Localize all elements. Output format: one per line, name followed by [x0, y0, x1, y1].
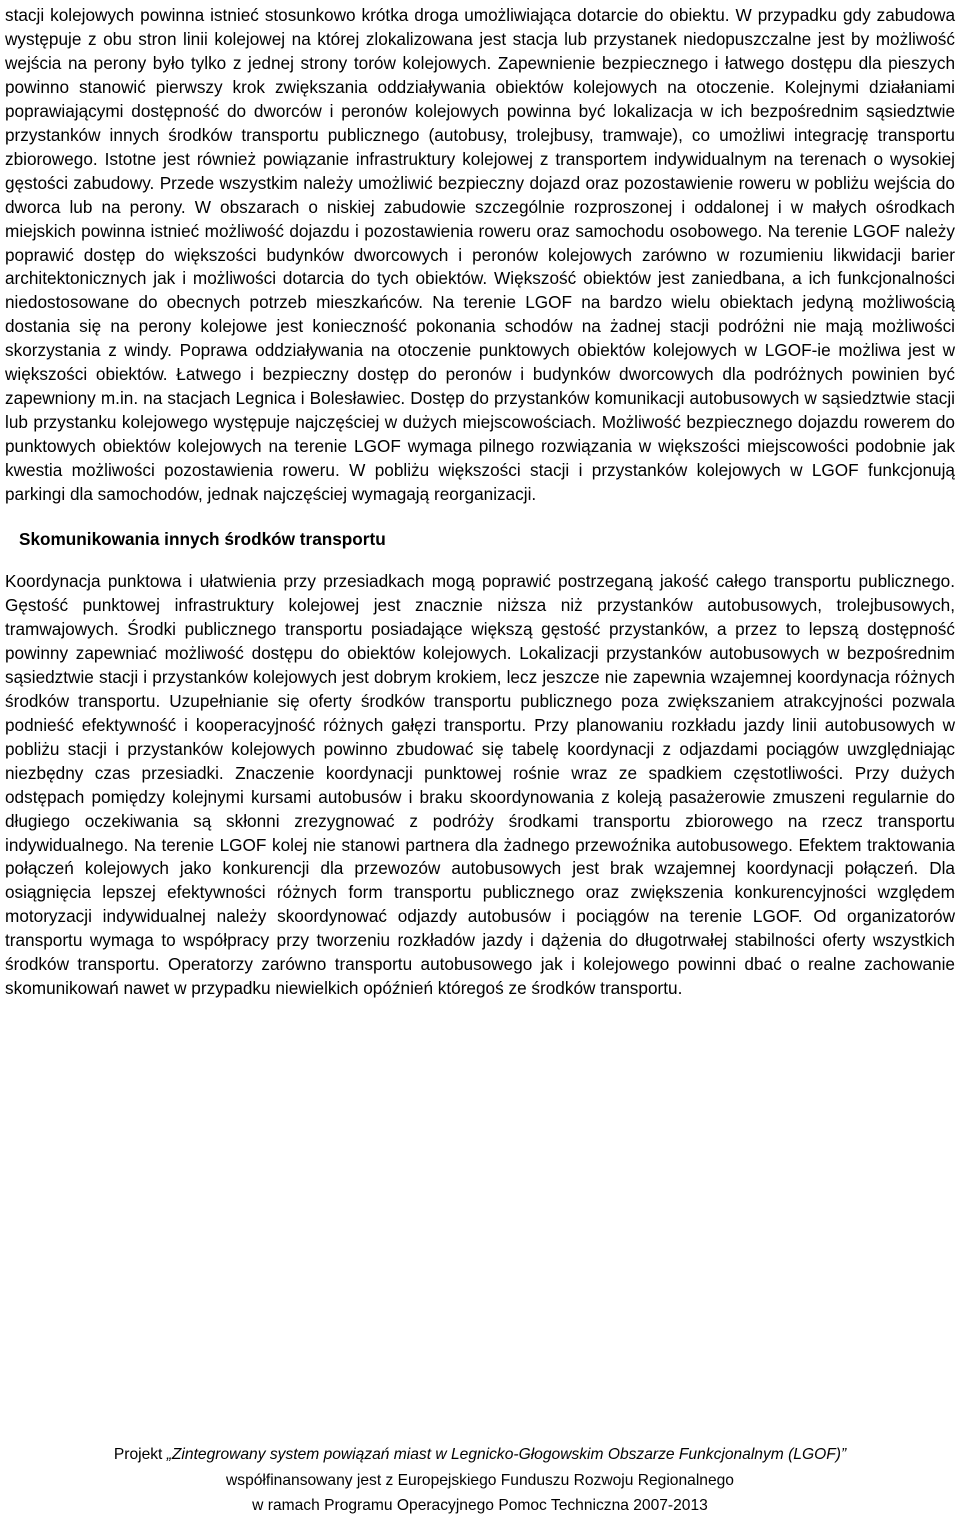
document-body — [5, 4, 955, 1001]
footer-line-2: współfinansowany jest z Europejskiego Funduszu Rozwoju Regionalnego — [226, 1471, 734, 1489]
footer-line-3: w ramach Programu Operacyjnego Pomoc Techniczna 2007-2013 — [252, 1497, 708, 1514]
body-paragraph-2: Koordynacja punktowa i ułatwienia przy przesiadkach mogą poprawić postrzeganą jakość całego transportu publicznego. Gęstość punktowej infrastruktury kolejowej jest znacznie niższa niż przystanków autobusowych, trolejbusowych, tramwajowych. Środki publicznego transportu posiadające większą gęstość przystanków, a przez to lepszą dostępność powinny zapewniać możliwość dostępu do obiektów kolejowych. Lokalizacji przystanków autobusowych w bezpośrednim sąsiedztwie stacji i przystanków kolejowych jest dobrym krokiem, lecz jeszcze nie zapewnia wzajemnej koordynacja różnych środków transportu. Uzupełnianie się oferty środków transportu publicznego poza zwiększaniem atrakcyjności pozwala podnieść efektywność i kooperacyjność różnych gałęzi transportu. Przy planowaniu rozkładu jazdy linii autobusowych w pobliżu stacji i przystanków kolejowych powinno zbudować się tabelę koordynacji z odjazdami pociągów uwzględniając niezbędny czas przesiadki. Znaczenie koordynacji punktowej rośnie wraz ze spadkiem częstotliwości. Przy dużych odstępach pomiędzy kolejnymi kursami autobusów i braku skoordynowania z koleją pasażerowie zmuszeni regularnie do długiego oczekiwania są skłonni zrezygnować z podróży środkami transportu zbiorowego na rzecz transportu indywidualnego. Na terenie LGOF kolej nie stanowi partnera dla żadnego przewoźnika autobusowego. Efektem traktowania połączeń kolejowych jako konkurencji dla przewozów autobusowych jest brak wzajemnej koordynacji połączeń. Dla osiągnięcia lepszej efektywności różnych form transportu publicznego oraz zwiększenia konkurencyjności względem motoryzacji indywidualnej należy skoordynować odjazdy autobusów i pociągów na terenie LGOF. Od organizatorów transportu wymaga to współpracy przy tworzeniu rozkładów jazdy i dążenia do długotrwałej stabilności oferty wszystkich środków transportu. Operatorzy zarówno transportu autobusowego jak i kolejowego powinni dbać o realne zachowanie skomunikowań nawet w przypadku niewielkich opóźnień któregoś ze środków transportu. — [5, 571, 955, 999]
page-footer — [0, 1442, 960, 1519]
footer-project-title: „Zintegrowany system powiązań miast w Legnicko-Głogowskim Obszarze Funkcjonalnym (LGOF)” — [166, 1446, 847, 1463]
body-paragraph-1: stacji kolejowych powinna istnieć stosunkowo krótka droga umożliwiająca dotarcie do obiektu. W przypadku gdy zabudowa występuje z obu stron linii kolejowej na której zlokalizowana jest stacja lub przystanek niedopuszczalne jest by możliwość wejścia na perony było tylko z jednej strony torów kolejowych. Zapewnienie bezpiecznego i łatwego dostępu dla pieszych powinno stanowić pierwszy krok zwiększania oddziaływania obiektów kolejowych na otoczenie. Kolejnymi działaniami poprawiającymi dostępność do dworców i peronów kolejowych powinna być lokalizacja w ich bezpośrednim sąsiedztwie przystanków innych środków transportu publicznego (autobusy, trolejbusy, tramwaje), co umożliwi integrację transportu zbiorowego. Istotne jest również powiązanie infrastruktury kolejowej z transportem indywidualnym na terenach o wysokiej gęstości zabudowy. Przede wszystkim należy umożliwić bezpieczny dojazd oraz pozostawienie roweru w pobliżu wejścia do dworca lub na perony. W obszarach o niskiej zabudowie szczególnie rozproszonej i oddalonej i w małych ośrodkach miejskich powinna istnieć możliwość dojazdu i pozostawienia roweru oraz samochodu osobowego. Na terenie LGOF należy poprawić dostęp do większości budynków dworcowych i peronów kolejowych zarówno w rozumieniu likwidacji barier architektonicznych jak i możliwości dotarcia do tych obiektów. Większość obiektów jest zaniedbana, a ich funkcjonalności niedostosowane do obecnych potrzeb mieszkańców. Na terenie LGOF na bardzo wielu obiektach jedyną możliwością dostania się na perony kolejowe jest konieczność pokonania schodów na żadnej stacji podróżni nie mają możliwości skorzystania z windy. Poprawa oddziaływania na otoczenie punktowych obiektów kolejowych w LGOF-ie możliwa jest w większości obiektów. Łatwego i bezpieczny dostęp do peronów i budynków dworcowych dla podróżnych powinien być zapewniony m.in. na stacjach Legnica i Bolesławiec. Dostęp do przystanków komunikacji autobusowych w sąsiedztwie stacji lub przystanku kolejowego występuje najczęściej w dużych miejscowościach. Możliwość bezpiecznego dojazdu rowerem do punktowych obiektów kolejowych na terenie LGOF wymaga pilnego rozwiązania w większości miejscowości podobnie jak kwestia możliwości pozostawienia roweru. W pobliżu większości stacji i przystanków kolejowych w LGOF funkcjonują parkingi dla samochodów, jednak najczęściej wymagają reorganizacji. — [5, 5, 955, 505]
footer-prefix: Projekt — [113, 1446, 167, 1463]
section-heading: Skomunikowania innych środków transportu — [19, 529, 386, 550]
footer-line-1 — [0, 1442, 960, 1468]
